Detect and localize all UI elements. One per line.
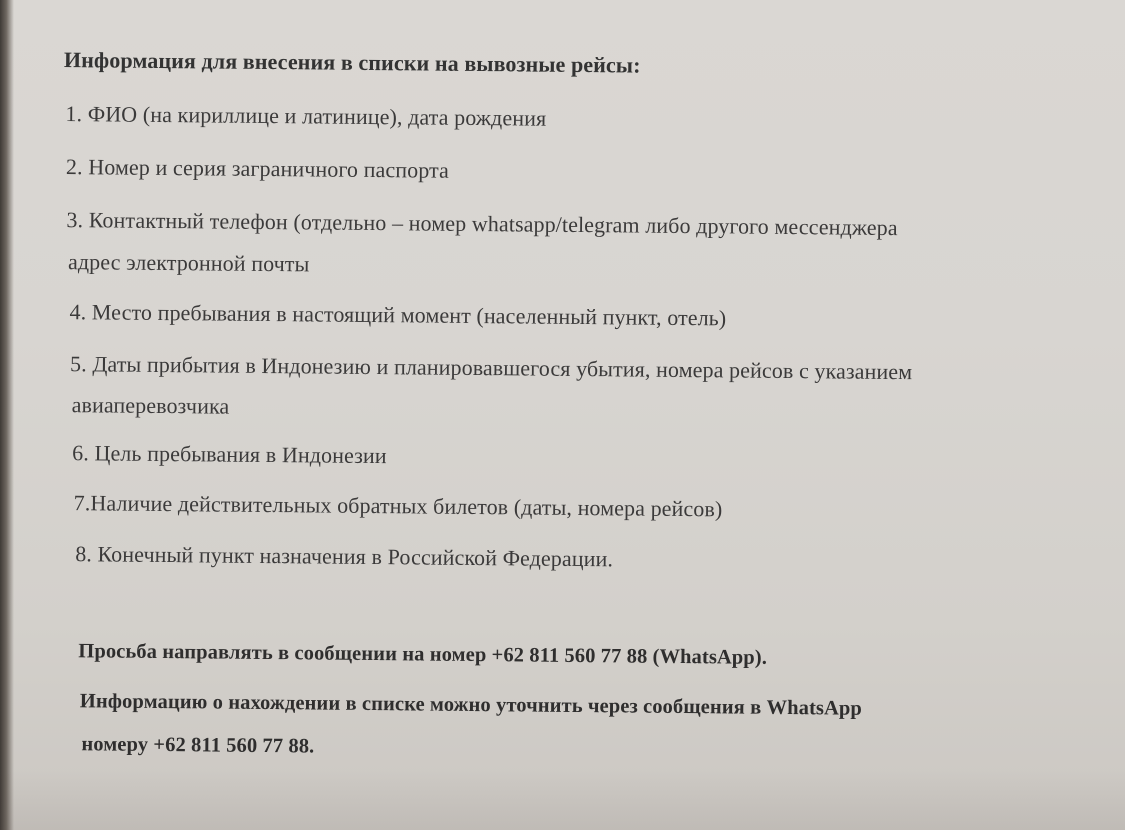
list-item-continuation: адрес электронной почты: [67, 249, 310, 277]
info-note-continuation: номеру +62 811 560 77 88.: [81, 733, 315, 758]
list-item-continuation: авиаперевозчика: [71, 392, 230, 419]
list-item: 8. Конечный пункт назначения в Российской Федерации.: [75, 541, 614, 572]
list-item: 1. ФИО (на кириллице и латинице), дата рождения: [65, 101, 547, 131]
request-note: Просьба направлять в сообщении на номер +62 811 560 77 88 (WhatsApp).: [78, 640, 768, 669]
list-item: 2. Номер и серия заграничного паспорта: [65, 154, 450, 183]
list-item: 3. Контактный телефон (отдельно – номер whatsapp/telegram либо другого мессенджера: [66, 207, 898, 241]
document-heading: Информация для внесения в списки на вывозные рейсы:: [63, 47, 641, 78]
list-item: 4. Место пребывания в настоящий момент (населенный пункт, отель): [69, 299, 727, 331]
list-item: 6. Цель пребывания в Индонезии: [72, 440, 387, 469]
list-item: 5. Даты прибытия в Индонезию и планировавшегося убытия, номера рейсов с указанием: [69, 351, 913, 385]
list-item: 7.Наличие действительных обратных билетов (даты, номера рейсов): [73, 490, 723, 522]
info-note: Информацию о нахождении в списке можно уточнить через сообщения в WhatsApp: [79, 690, 863, 720]
